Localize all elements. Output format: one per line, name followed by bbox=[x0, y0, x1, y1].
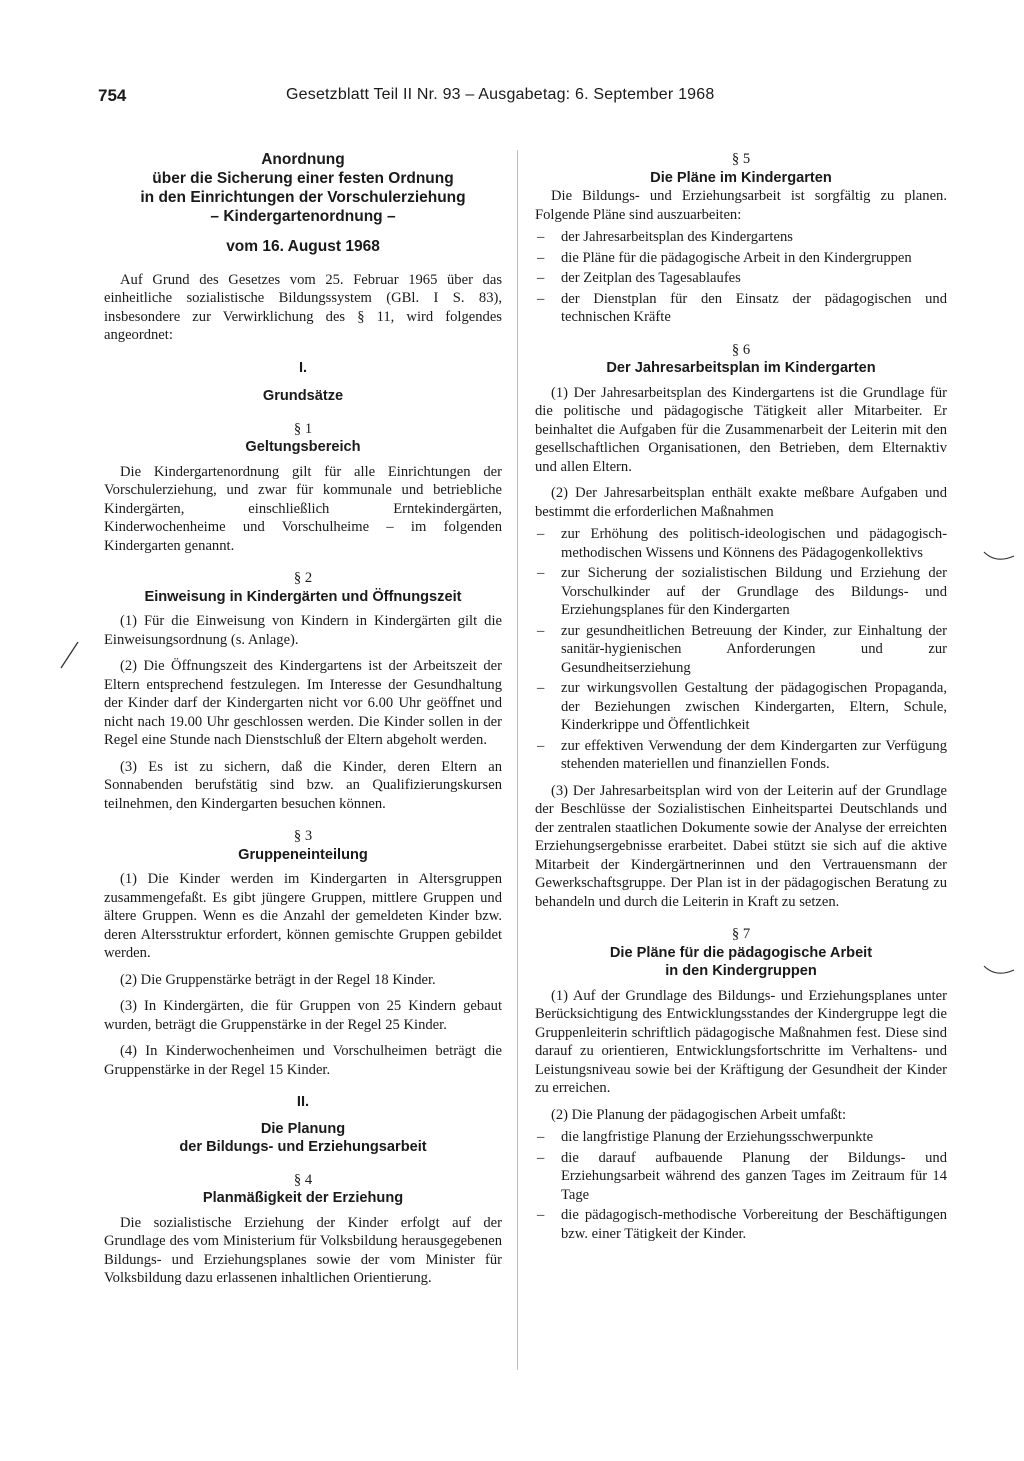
right-column bbox=[535, 150, 947, 1251]
section-label: § 2 bbox=[293, 570, 313, 586]
section-label: § 5 bbox=[731, 151, 751, 167]
decree-date: vom 16. August 1968 bbox=[226, 238, 380, 255]
section-paragraph: (3) Es ist zu sichern, daß die Kinder, deren Eltern an Sonnabenden berufstätig sind bzw. an Qualifizierungskursen teilnehmen, den Kindergarten besuchen können. bbox=[104, 758, 502, 812]
planning-list bbox=[535, 1128, 947, 1243]
plan-list bbox=[535, 228, 947, 327]
part-number: I. bbox=[298, 359, 308, 376]
section-paragraph: (1) Die Kinder werden im Kindergarten in Altersgruppen zusammengefaßt. Es gibt jüngere Gruppen, mittlere Gruppen und ältere Gruppen. Wenn es die Anzahl der gemeldeten Kinder bzw. deren Altersstruktur erfordert, können gemischte Gruppen gebildet werden. bbox=[104, 871, 502, 961]
margin-curve-mark bbox=[982, 548, 1016, 568]
section-title: Gruppeneinteilung bbox=[238, 846, 368, 863]
part-number: II. bbox=[296, 1094, 310, 1110]
section-paragraph: (1) Auf der Grundlage des Bildungs- und Erziehungsplanes unter Berücksichtigung des Entwicklungsstandes der Kindergruppe legt die Gruppenleiterin schriftlich pädagogische Maßnahmen fest. Diese sind darauf zu orientieren, Entwicklungsfortschritte im Verhaltens- und Leistungsniveau sowie bei der Kräftigung der Gesundheit der Kinder zu erreichen. bbox=[535, 987, 947, 1096]
section-text: Die Kindergartenordnung gilt für alle Einrichtungen der Vorschulerziehung, und zwar für kommunale und betriebliche Kindergärten, einschließlich Erntekindergärten, Kinderwochenheime und Vorschulheime – im folgenden Kindergarten genannt. bbox=[104, 463, 502, 554]
section-paragraph: (3) In Kindergärten, die für Gruppen von 25 Kindern gebaut wurden, beträgt die Gruppenstärke in der Regel 25 Kinder. bbox=[104, 998, 502, 1033]
margin-pencil-mark bbox=[58, 640, 82, 670]
list-item: – der Dienstplan für den Einsatz der pädagogischen und technischen Kräfte bbox=[535, 290, 947, 327]
page-header bbox=[98, 86, 768, 114]
list-item: – die pädagogisch-methodische Vorbereitung der Beschäftigungen bzw. einer Tätigkeit der Kinder. bbox=[535, 1206, 947, 1243]
section-label: § 4 bbox=[293, 1171, 313, 1188]
list-item: – zur wirkungsvollen Gestaltung der pädagogischen Propaganda, der Beziehungen zwischen Kindergarten, Eltern, Schule, Kinderkrippe und Öffentlichkeit bbox=[535, 679, 947, 735]
decree-title-line: in den Einrichtungen der Vorschulerziehung bbox=[140, 189, 466, 206]
decree-title-line: – Kindergartenordnung – bbox=[210, 208, 396, 225]
section-title: Die Pläne für die pädagogische Arbeit bbox=[609, 944, 873, 961]
section-paragraph: (1) Für die Einweisung von Kindern in Kindergärten gilt die Einweisungsordnung (s. Anlage). bbox=[104, 613, 502, 648]
list-item: – zur effektiven Verwendung der dem Kindergarten zur Verfügung stehenden materiellen und finanziellen Fonds. bbox=[535, 737, 947, 774]
section-paragraph: (4) In Kinderwochenheimen und Vorschulheimen beträgt die Gruppenstärke in der Regel 15 Kinder. bbox=[104, 1043, 502, 1078]
decree-title-line: Anordnung bbox=[261, 151, 345, 168]
section-title: Planmäßigkeit der Erziehung bbox=[202, 1190, 404, 1206]
margin-curve-mark bbox=[982, 962, 1016, 982]
decree-title-line: über die Sicherung einer festen Ordnung bbox=[152, 170, 454, 187]
section-title: Die Pläne im Kindergarten bbox=[650, 169, 832, 186]
section-paragraph: (3) Der Jahresarbeitsplan wird von der Leiterin auf der Grundlage der Beschlüsse der Sozialistischen Einheitspartei Deutschlands und der zentralen staatlichen Dokumente sowie der Analyse der erreichten Erziehungsergebnisse erarbeitet. Dabei stützt sie sich auf die aktive Mitarbeit der Kindergärtnerinnen und den Vertrauensmann der Gewerkschaftsgruppe. Der Plan ist in der pädagogischen Beratung zu behandeln und durch die Leiterin in Kraft zu setzen. bbox=[535, 782, 947, 910]
section-title: Geltungsbereich bbox=[245, 439, 361, 455]
list-item: – der Zeitplan des Tagesablaufes bbox=[535, 269, 947, 288]
list-item: – zur Sicherung der sozialistischen Bildung und Erziehung der Vorschulkinder auf der Grundlage des Bildungs- und Erziehungsplanes für den Kindergarten bbox=[535, 564, 947, 620]
section-label: § 3 bbox=[293, 828, 313, 844]
section-paragraph: (2) Die Öffnungszeit des Kindergartens ist der Arbeitszeit der Eltern entsprechend festzulegen. Im Interesse der Gesundhaltung der Kinder darf der Kindergarten nicht vor 6.00 Uhr geöffnet und nicht nach 19.00 Uhr geschlossen werden. Die Kinder sollen in der Regel eine Stunde nach Dienstschluß der Eltern abgeholt werden. bbox=[104, 658, 502, 748]
list-item: – zur Erhöhung des politisch-ideologischen und pädagogisch-methodischen Wissens und Könnens des Pädagogenkollektivs bbox=[535, 525, 947, 562]
section-label: § 7 bbox=[731, 926, 751, 942]
section-title: Einweisung in Kindergärten und Öffnungszeit bbox=[144, 588, 462, 605]
part-title: Die Planung bbox=[260, 1120, 346, 1137]
column-divider bbox=[517, 150, 518, 1370]
part-title: Grundsätze bbox=[262, 388, 344, 404]
section-paragraph: (2) Die Planung der pädagogischen Arbeit umfaßt: bbox=[551, 1106, 847, 1123]
left-column bbox=[104, 150, 502, 1296]
list-item: – die langfristige Planung der Erziehungsschwerpunkte bbox=[535, 1128, 947, 1147]
section-paragraph: (2) Der Jahresarbeitsplan enthält exakte meßbare Aufgaben und bestimmt die erforderlichen Maßnahmen bbox=[535, 485, 947, 520]
list-item: – der Jahresarbeitsplan des Kindergartens bbox=[535, 228, 947, 247]
section-paragraph: Die Bildungs- und Erziehungsarbeit ist sorgfältig zu planen. Folgende Pläne sind auszuarbeiten: bbox=[535, 188, 947, 223]
list-item: – die darauf aufbauende Planung der Bildungs- und Erziehungsarbeit während des ganzen Tages im Zeitraum für 14 Tage bbox=[535, 1149, 947, 1205]
page-number: 754 bbox=[98, 86, 127, 105]
measures-list bbox=[535, 525, 947, 774]
section-label: § 1 bbox=[293, 420, 313, 437]
section-paragraph: (2) Die Gruppenstärke beträgt in der Regel 18 Kinder. bbox=[120, 971, 436, 988]
section-label: § 6 bbox=[731, 341, 751, 358]
decree-title bbox=[104, 150, 502, 226]
list-item: – die Pläne für die pädagogische Arbeit in den Kindergruppen bbox=[535, 249, 947, 268]
section-title: in den Kindergruppen bbox=[665, 963, 817, 979]
section-text: Die sozialistische Erziehung der Kinder erfolgt auf der Grundlage des vom Ministerium für Volksbildung herausgegebenen Bildungs- und Erziehungsplanes sowie der vom Minister für Volksbildung dazu erlassenen inhaltlichen Orientierung. bbox=[104, 1214, 502, 1286]
part-title: der Bildungs- und Erziehungsarbeit bbox=[179, 1139, 427, 1155]
running-head: Gesetzblatt Teil II Nr. 93 – Ausgabetag: 6. September 1968 bbox=[286, 86, 715, 103]
preamble: Auf Grund des Gesetzes vom 25. Februar 1965 über das einheitliche sozialistische Bildungssystem (GBl. I S. 83), insbesondere zur Verwirklichung des § 11, wird folgendes angeordnet: bbox=[104, 271, 502, 343]
section-paragraph: (1) Der Jahresarbeitsplan des Kindergartens ist die Grundlage für die politische und pädagogische Tätigkeit aller Mitarbeiter. Er beinhaltet die Aufgaben für die Zusammenarbeit der Leiterin mit den gesellschaftlichen Organisationen, den Betrieben, dem Elternaktiv und allen Eltern. bbox=[535, 384, 947, 475]
list-item: – zur gesundheitlichen Betreuung der Kinder, zur Einhaltung der sanitär-hygienischen Anforderungen und zur Gesundheitserziehung bbox=[535, 622, 947, 678]
section-title: Der Jahresarbeitsplan im Kindergarten bbox=[606, 360, 876, 376]
